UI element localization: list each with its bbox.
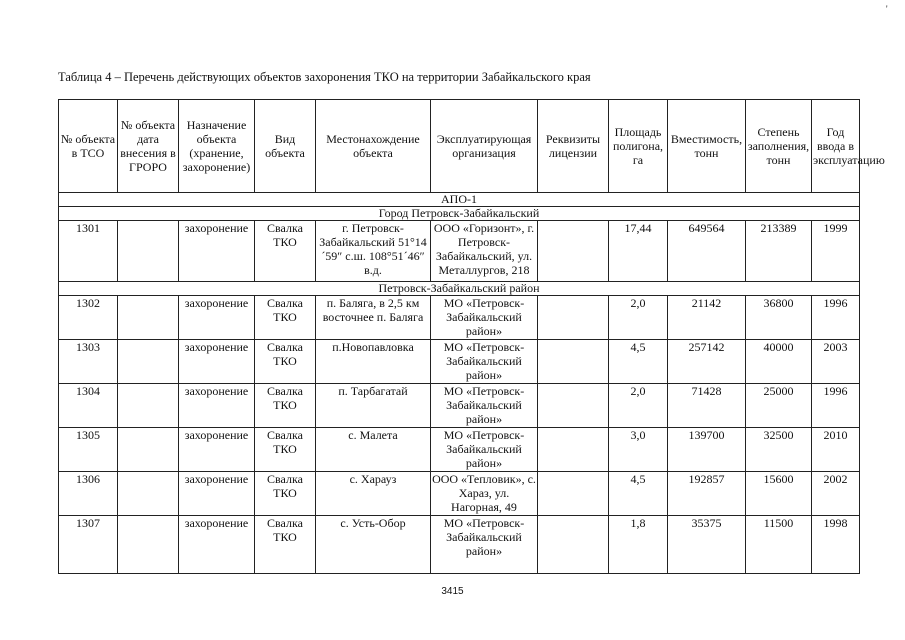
cell-tso-number: 1304 (59, 384, 118, 428)
page-number: 3415 (441, 586, 464, 597)
cell-year: 2010 (812, 428, 860, 472)
cell-operator: ООО «Тепловик», с. Хараз, ул. Нагорная, 49 (432, 472, 536, 514)
col-header-license: Реквизиты лицензии (538, 100, 609, 193)
cell-capacity: 35375 (668, 516, 746, 574)
cell-license (538, 472, 609, 516)
cell-object-kind: Свалка ТКО (255, 221, 316, 282)
cell-tso-number: 1301 (59, 221, 118, 282)
cell-object-kind: Свалка ТКО (255, 340, 316, 384)
cell-year: 1998 (812, 516, 860, 574)
table-row (59, 516, 860, 574)
cell-operator: МО «Петровск-Забайкальский район» (431, 516, 538, 574)
cell-operator: МО «Петровск-Забайкальский район» (431, 340, 538, 384)
cell-tso-number: 1307 (59, 516, 118, 574)
cell-location: г. Петровск-Забайкальский 51°14´59″ с.ш. 108°51´46″ в.д. (316, 221, 431, 282)
cell-area: 2,0 (609, 296, 668, 340)
cell-license (538, 221, 609, 282)
cell-area: 4,5 (609, 340, 668, 384)
cell-tso-number: 1302 (59, 296, 118, 340)
cell-object-kind: Свалка ТКО (255, 516, 316, 574)
cell-filled: 32500 (746, 428, 812, 472)
cell-location: с. Харауз (316, 472, 431, 516)
cell-license (538, 340, 609, 384)
cell-capacity: 21142 (668, 296, 746, 340)
cell-filled: 213389 (746, 221, 812, 282)
cell-grorro-number (118, 221, 179, 282)
cell-grorro-number (118, 472, 179, 516)
cell-operator: МО «Петровск-Забайкальский район» (431, 428, 538, 472)
cell-capacity: 649564 (668, 221, 746, 282)
cell-filled: 11500 (746, 516, 812, 574)
cell-location: с. Усть-Обор (316, 516, 431, 574)
section-row-district (59, 282, 860, 296)
table-row (59, 472, 860, 516)
cell-grorro-number (118, 296, 179, 340)
cell-grorro-number (118, 516, 179, 574)
cell-tso-number: 1305 (59, 428, 118, 472)
col-header-tso-number: № объекта в ТСО (59, 100, 118, 193)
col-header-purpose: Назначение объекта (хранение, захоронение) (179, 100, 255, 193)
cell-location: п. Тарбагатай (316, 384, 431, 428)
table-row (59, 221, 860, 282)
cell-location: п. Баляга, в 2,5 км восточнее п. Баляга (316, 296, 431, 340)
cell-grorro-number (118, 340, 179, 384)
cell-grorro-number (118, 428, 179, 472)
cell-year: 1996 (812, 384, 860, 428)
header-row (59, 100, 860, 193)
col-header-year: Год ввода в эксплуатацию (812, 100, 860, 193)
cell-capacity: 71428 (668, 384, 746, 428)
table-row (59, 296, 860, 340)
col-header-area: Площадь полигона, га (609, 100, 668, 193)
cell-purpose: захоронение (179, 340, 255, 384)
cell-filled: 25000 (746, 384, 812, 428)
table-caption: Таблица 4 – Перечень действующих объектов захоронения ТКО на территории Забайкальского края (58, 70, 591, 84)
cell-purpose: захоронение (179, 384, 255, 428)
cell-license (538, 516, 609, 574)
cell-purpose: захоронение (179, 221, 255, 282)
cell-year: 1996 (812, 296, 860, 340)
cell-location: п.Новопавловка (316, 340, 431, 384)
cell-year: 1999 (812, 221, 860, 282)
col-header-operator: Эксплуатирующая организация (431, 100, 538, 193)
section-row-apo (59, 193, 860, 207)
cell-filled: 40000 (746, 340, 812, 384)
cell-object-kind: Свалка ТКО (255, 428, 316, 472)
cell-purpose: захоронение (179, 428, 255, 472)
table-row (59, 384, 860, 428)
cell-grorro-number (118, 384, 179, 428)
section-row-city (59, 207, 860, 221)
section-district: Петровск-Забайкальский район (59, 282, 860, 296)
section-apo: АПО-1 (59, 193, 860, 207)
cell-location: с. Малета (316, 428, 431, 472)
cell-tso-number: 1303 (59, 340, 118, 384)
cell-operator: ООО «Горизонт», г. Петровск-Забайкальский, ул. Металлургов, 218 (431, 221, 538, 282)
cell-area: 2,0 (609, 384, 668, 428)
cell-year: 2002 (812, 472, 860, 516)
cell-license (538, 296, 609, 340)
cell-capacity: 257142 (668, 340, 746, 384)
cell-purpose: захоронение (179, 516, 255, 574)
table-row (59, 428, 860, 472)
corner-mark: ' (886, 4, 888, 14)
cell-tso-number: 1306 (59, 472, 118, 516)
cell-filled: 15600 (746, 472, 812, 516)
cell-capacity: 139700 (668, 428, 746, 472)
cell-object-kind: Свалка ТКО (255, 296, 316, 340)
cell-year: 2003 (812, 340, 860, 384)
cell-purpose: захоронение (179, 296, 255, 340)
cell-license (538, 428, 609, 472)
cell-area: 4,5 (609, 472, 668, 516)
col-header-filled: Степень заполнения, тонн (746, 100, 812, 193)
cell-object-kind: Свалка ТКО (255, 472, 316, 516)
col-header-capacity: Вместимость, тонн (668, 100, 746, 193)
col-header-location: Местонахождение объекта (316, 100, 431, 193)
cell-operator: МО «Петровск-Забайкальский район» (431, 296, 538, 340)
col-header-grorro-number: № объекта дата внесения в ГРОРО (118, 100, 179, 193)
landfill-table (58, 99, 885, 574)
section-city: Город Петровск-Забайкальский (59, 207, 860, 221)
cell-purpose: захоронение (179, 472, 255, 516)
cell-object-kind: Свалка ТКО (255, 384, 316, 428)
cell-area: 1,8 (609, 516, 668, 574)
cell-filled: 36800 (746, 296, 812, 340)
cell-capacity: 192857 (668, 472, 746, 516)
col-header-object-kind: Вид объекта (255, 100, 316, 193)
table-row (59, 340, 860, 384)
cell-operator: МО «Петровск-Забайкальский район» (431, 384, 538, 428)
cell-area: 17,44 (609, 221, 668, 282)
cell-area: 3,0 (609, 428, 668, 472)
cell-license (538, 384, 609, 428)
